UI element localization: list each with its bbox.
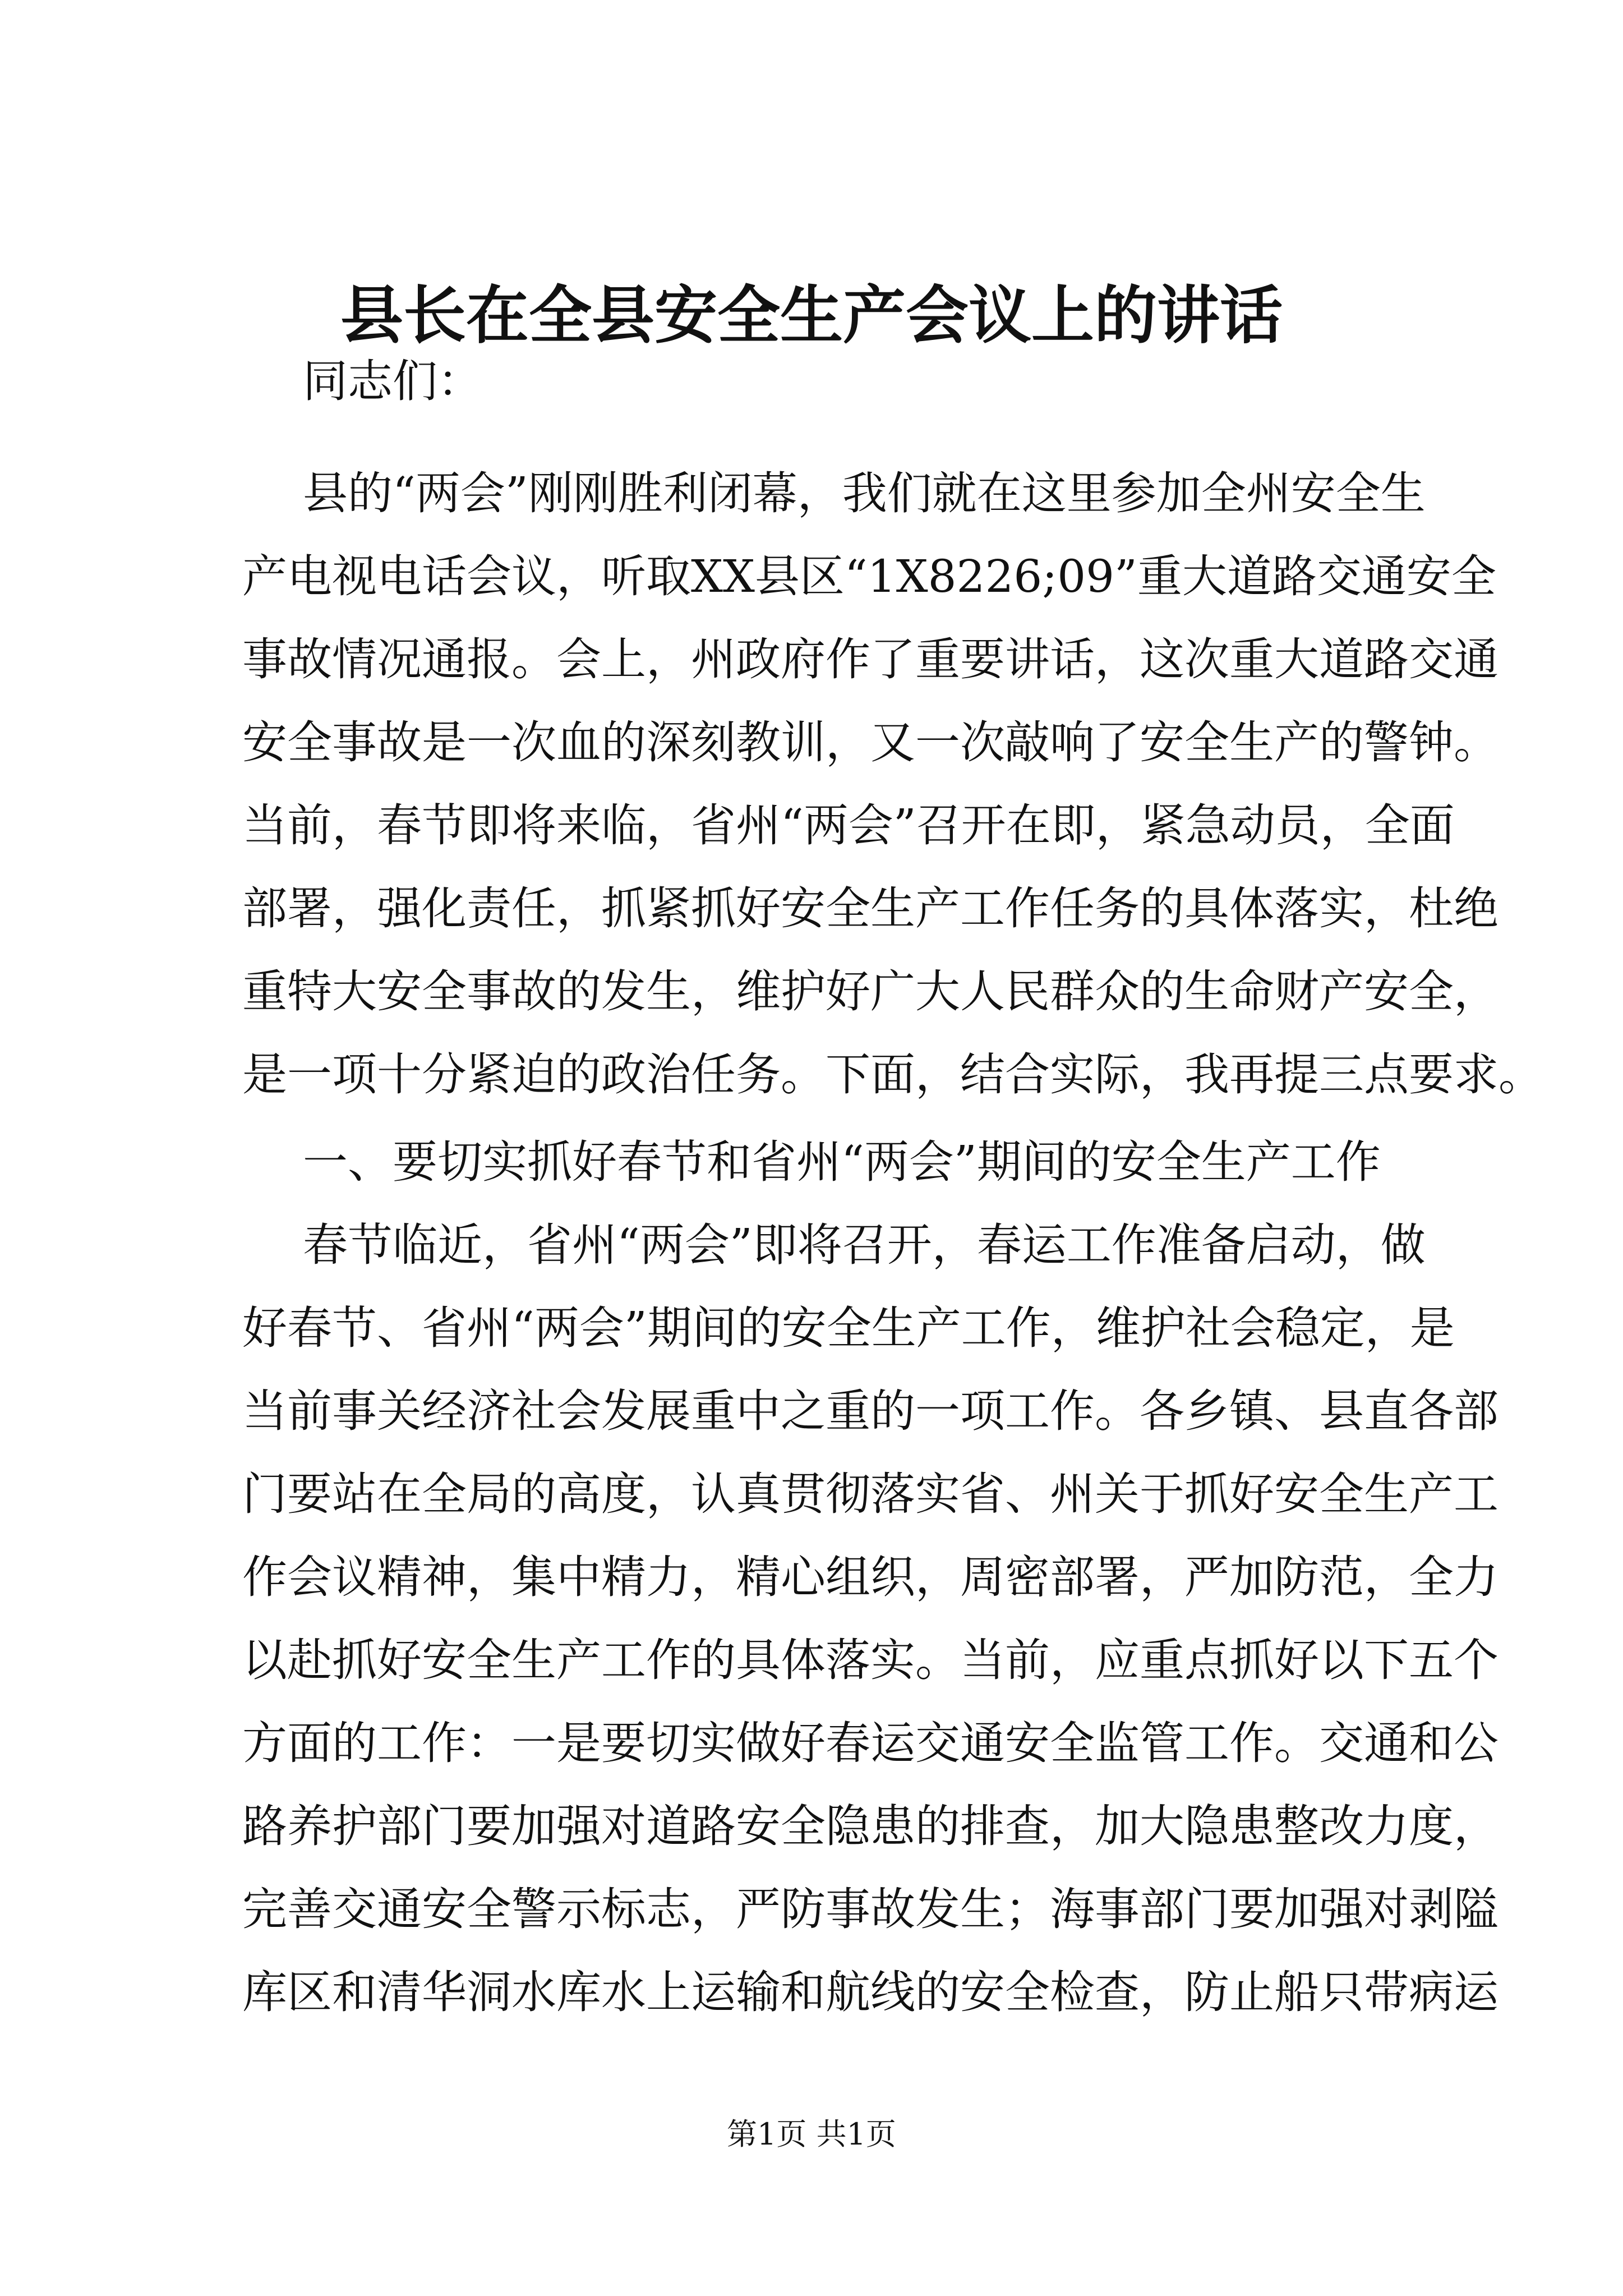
body-line: 作会议精神，集中精力，精心组织，周密部署，严加防范，全力 [242,1551,1498,1603]
body-line: 春节临近，省州“两会”即将召开，春运工作准备启动，做 [303,1219,1426,1271]
body-line: 路养护部门要加强对道路安全隐患的排查，加大隐患整改力度， [242,1800,1498,1852]
body-line: 门要站在全局的高度，认真贯彻落实省、州关于抓好安全生产工 [242,1468,1498,1520]
document-title: 县长在全县安全生产会议上的讲话 [340,279,1283,352]
body-line: 完善交通安全警示标志，严防事故发生；海事部门要加强对剥隘 [242,1883,1498,1935]
section-heading: 一、要切实抓好春节和省州“两会”期间的安全生产工作 [303,1136,1381,1188]
body-line: 库区和清华洞水库水上运输和航线的安全检查，防止船只带病运 [242,1966,1498,2018]
body-line: 安全事故是一次血的深刻教训，又一次敲响了安全生产的警钟。 [242,716,1498,769]
body-line: 当前，春节即将来临，省州“两会”召开在即，紧急动员，全面 [242,799,1455,852]
body-line: 事故情况通报。会上，州政府作了重要讲话，这次重大道路交通 [242,633,1498,685]
body-line: 县的“两会”刚刚胜利闭幕，我们就在这里参加全州安全生 [303,467,1426,519]
body-line: 好春节、省州“两会”期间的安全生产工作，维护社会稳定，是 [242,1302,1455,1354]
body-line: 当前事关经济社会发展重中之重的一项工作。各乡镇、县直各部 [242,1385,1498,1437]
salutation: 同志们： [303,355,482,407]
body-line: 方面的工作：一是要切实做好春运交通安全监管工作。交通和公 [242,1717,1498,1769]
body-line: 重特大安全事故的发生，维护好广大人民群众的生命财产安全， [242,965,1498,1018]
page-footer: 第1页 共1页 [727,2116,896,2152]
body-line: 以赴抓好安全生产工作的具体落实。当前，应重点抓好以下五个 [242,1634,1498,1686]
body-line: 产电视电话会议，听取XX县区“1X8226;09”重大道路交通安全 [242,550,1496,602]
body-line: 是一项十分紧迫的政治任务。下面，结合实际，我再提三点要求。 [242,1048,1543,1101]
body-line: 部署，强化责任，抓紧抓好安全生产工作任务的具体落实，杜绝 [242,882,1498,935]
